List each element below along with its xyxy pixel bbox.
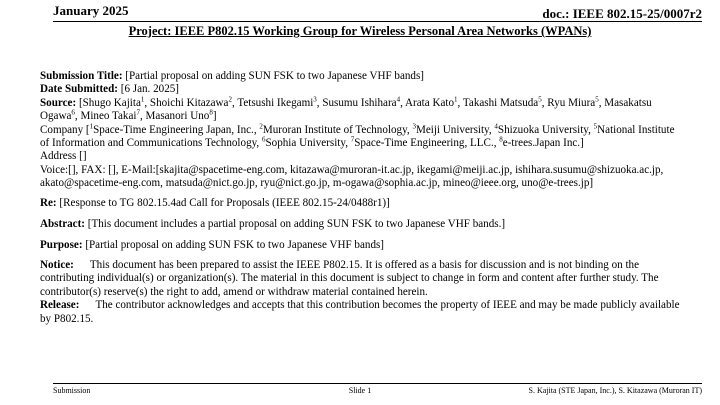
author-separator: , (74, 110, 81, 123)
author-affiliation-number: 2 (228, 95, 232, 104)
document-id: doc.: IEEE 802.15-25/0007r2 (542, 6, 702, 21)
author-name: Takashi Matsuda (462, 96, 539, 109)
company-name: Sophia University, (265, 137, 351, 150)
company-name: e-trees.Japan Inc.] (502, 137, 584, 150)
author-list (40, 97, 652, 122)
author-affiliation-number: 1 (140, 95, 145, 104)
author-separator: , (598, 96, 605, 109)
author-affiliation-number: 5 (538, 95, 542, 104)
submission-title-value: [Partial proposal on adding SUN FSK to two Japanese VHF bands] (125, 70, 424, 82)
submission-body (40, 70, 682, 326)
re-value: [Response to TG 802.15.4ad Call for Proposals (IEEE 802.15-24/0488r1)] (59, 196, 390, 209)
author-affiliation-number: 4 (396, 95, 401, 104)
header-divider (53, 21, 702, 22)
company-name: Space-Time Engineering Japan, Inc., (93, 123, 260, 136)
footer-slide-number: Slide 1 (348, 386, 372, 395)
date-submitted-label: Date Submitted: (40, 83, 118, 96)
author-separator: , (316, 96, 323, 109)
release-line (40, 299, 682, 326)
company-name: Muroran Institute of Technology, (262, 123, 413, 136)
company-list (40, 121, 682, 151)
company-affiliation-number: 6 (261, 135, 266, 144)
submission-title-label: Submission Title: (40, 70, 123, 82)
author-affiliation-number: 8 (209, 108, 213, 117)
author-name: Tetsushi Ikegami (237, 96, 314, 109)
author-name: Masanori Uno (145, 110, 210, 123)
notice-line (40, 259, 682, 299)
source-line (40, 97, 682, 124)
source-label: Source: (40, 96, 77, 109)
company-name: Shizuoka University, (497, 123, 594, 136)
author-name: Masakatsu Ogawa (40, 96, 652, 123)
address-line: Address [] (40, 150, 87, 163)
author-affiliation-number: 5 (595, 95, 599, 104)
author-separator: , (144, 96, 150, 109)
abstract-value: [This document includes a partial proposal on adding SUN FSK to two Japanese VHF bands.] (87, 218, 506, 231)
re-label: Re: (40, 196, 57, 209)
author-name: [Shugo Kajita (78, 96, 141, 109)
abstract-line (40, 218, 682, 231)
company-affiliation-number: 1 (89, 121, 94, 130)
company-affiliation-number: 2 (259, 121, 263, 130)
company-affiliation-number: 3 (412, 121, 416, 130)
company-affiliation-number: 7 (350, 135, 355, 144)
author-separator: , (139, 110, 146, 123)
notice-value: This document has been prepared to assist the IEEE P802.15. It is offered as a basis for discussion and is not binding on the contributing individual(s) or organization(s). The material in this document is subject to change in form and content after further study. The contributor(s) reserve(s) the right to add, amend or withdraw material contained herein. (40, 258, 659, 298)
company-intro: Company [ (40, 123, 90, 136)
purpose-line (40, 239, 682, 252)
submission-title-line (40, 70, 682, 83)
company-affiliation-number: 4 (494, 121, 498, 130)
company-name: Meiji University, (415, 123, 495, 136)
author-affiliation-number: 1 (454, 95, 458, 104)
author-separator: , (457, 96, 463, 109)
date-submitted-value: [6 Jan. 2025] (120, 83, 179, 96)
author-affiliation-number: 7 (136, 108, 140, 117)
author-name: Arata Kato (405, 96, 455, 109)
purpose-label: Purpose: (40, 239, 83, 252)
author-name: Susumu Ishihara (322, 96, 397, 109)
author-affiliation-number: 6 (71, 108, 75, 117)
header-date: January 2025 (53, 3, 129, 18)
company-affiliation-number: 5 (593, 121, 598, 130)
author-name: Ryu Miura (547, 96, 596, 109)
author-separator: , (231, 96, 238, 109)
footer-divider (53, 383, 702, 384)
release-label: Release: (40, 299, 80, 312)
author-affiliation-number: 3 (313, 95, 317, 104)
author-name: Mineo Takai (80, 110, 137, 123)
date-submitted-line (40, 83, 682, 96)
company-affiliation-number: 8 (499, 135, 503, 144)
re-line (40, 197, 682, 210)
abstract-label: Abstract: (40, 218, 85, 231)
author-separator: , (400, 96, 406, 109)
company-name: National Institute of Information and Communications Technology, (40, 123, 675, 150)
footer-submission: Submission (53, 386, 91, 395)
project-title: Project: IEEE P802.15 Working Group for Wireless Personal Area Networks (WPANs) (128, 24, 592, 38)
company-name: Space-Time Engineering, LLC., (354, 137, 500, 150)
author-separator: , (541, 96, 548, 109)
release-value: The contributor acknowledges and accepts that this contribution becomes the property of IEEE and may be made publicly available by P802.15. (40, 299, 680, 325)
purpose-value: [Partial proposal on adding SUN FSK to two Japanese VHF bands] (85, 239, 384, 252)
contact-line: Voice:[], FAX: [], E-Mail:[skajita@spacetime-eng.com, kitazawa@muroran-it.ac.jp, ikegami@meiji.ac.jp, ishihara.susumu@shizuoka.ac.jp, akato@spacetime-eng.com, matsuda@nict.go.jp, ryu@nict.go.jp, m-ogawa@sophia.ac.jp, mineo@ieee.org, uno@e-trees.jp] (40, 163, 664, 190)
author-separator: ] (212, 110, 217, 123)
footer-authors: S. Kajita (STE Japan, Inc.), S. Kitazawa (Muroran IT) (528, 386, 702, 395)
author-name: Shoichi Kitazawa (149, 96, 229, 109)
notice-label: Notice: (40, 258, 74, 271)
